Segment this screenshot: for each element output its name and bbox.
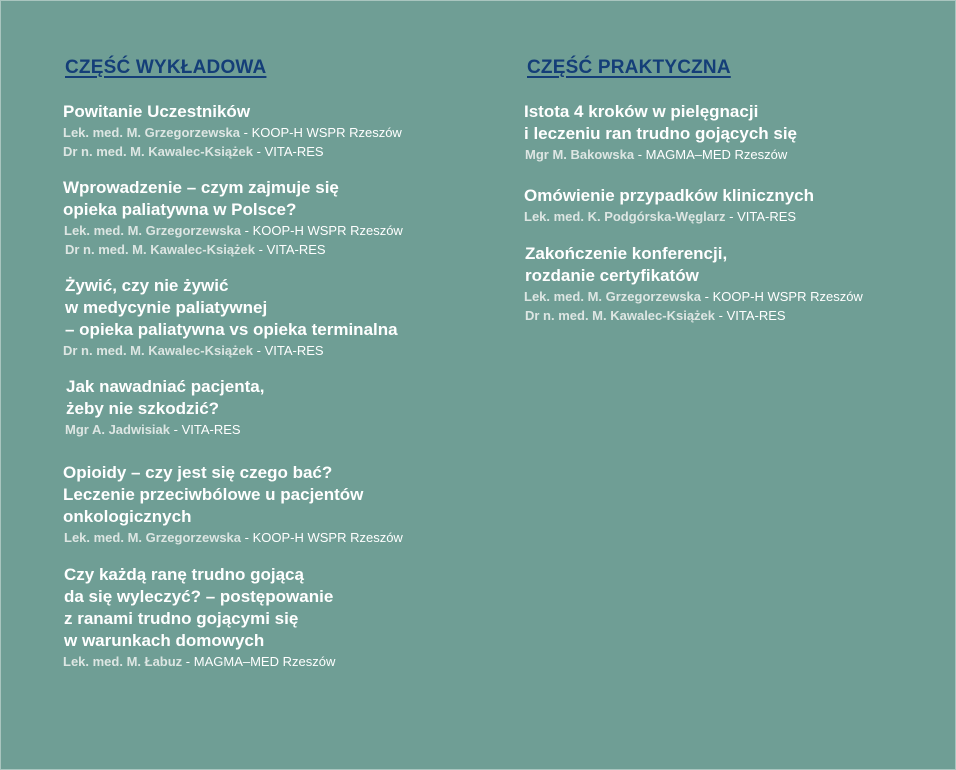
lecture-section-heading: CZĘŚĆ WYKŁADOWA [65,57,267,78]
speaker-line [63,420,264,439]
agenda-item-title: Wprowadzenie – czym zajmuje się opieka paliatywna w Polsce? [63,178,339,219]
speaker-institution: VITA-RES [181,422,241,437]
agenda-item-title: Opioidy – czy jest się czego bać? Leczenie przeciwbólowe u pacjentów onkologicznych [63,463,364,526]
speaker-institution: VITA-RES [264,144,324,159]
agenda-item [63,376,264,439]
agenda-item [524,101,797,164]
speaker-line [524,306,863,325]
speaker-institution: KOOP-H WSPR Rzeszów [252,530,403,545]
agenda-item-title: Powitanie Uczestników [63,102,251,121]
speaker-line [63,652,335,671]
agenda-item [63,275,398,360]
speaker-separator: - [241,223,253,238]
speaker-separator: - [715,308,727,323]
agenda-item [524,243,863,325]
speaker-name: Lek. med. K. Podgórska-Węglarz [524,209,726,224]
agenda-item [63,101,402,161]
agenda-item-title: Istota 4 kroków w pielęgnacji i leczeniu ran trudno gojących się [524,102,798,143]
speaker-line [63,528,403,547]
speaker-institution: VITA-RES [264,343,324,358]
speaker-separator: - [240,125,252,140]
speaker-separator: - [255,242,267,257]
agenda-item [63,177,403,259]
agenda-item-title: Omówienie przypadków klinicznych [524,186,815,205]
agenda-item-title: Jak nawadniać pacjenta, żeby nie szkodzić? [66,377,265,418]
speaker-line [63,142,402,161]
speaker-institution: KOOP-H WSPR Rzeszów [252,223,403,238]
speaker-name: Lek. med. M. Grzegorzewska [63,125,241,140]
speaker-line [63,221,403,240]
speaker-line [524,287,863,306]
agenda-item [63,462,403,547]
agenda-item [63,564,335,671]
speaker-line [63,341,398,360]
speaker-separator: - [170,422,182,437]
speaker-name: Dr n. med. M. Kawalec-Książek [63,343,254,358]
practical-section-heading: CZĘŚĆ PRAKTYCZNA [527,57,731,78]
agenda-item-title: Żywić, czy nie żywić w medycynie paliatywnej – opieka paliatywna vs opieka terminalna [65,276,398,339]
speaker-separator: - [253,343,265,358]
speaker-institution: MAGMA–MED Rzeszów [193,654,336,669]
agenda-item-title: Czy każdą ranę trudno gojącą da się wyleczyć? – postępowanie z ranami trudno gojącymi się w warunkach domowych [64,565,334,650]
speaker-institution: VITA-RES [726,308,786,323]
speaker-line [63,123,402,142]
speaker-line [63,240,403,259]
agenda-item [524,185,814,226]
speaker-name: Mgr A. Jadwisiak [65,422,170,437]
speaker-line [524,145,797,164]
speaker-separator: - [634,147,646,162]
speaker-separator: - [701,289,713,304]
speaker-name: Lek. med. M. Grzegorzewska [64,223,242,238]
speaker-line [524,207,814,226]
agenda-item-title: Zakończenie konferencji, rozdanie certyfikatów [525,244,728,285]
speaker-institution: VITA-RES [737,209,797,224]
speaker-name: Lek. med. M. Grzegorzewska [524,289,702,304]
speaker-name: Dr n. med. M. Kawalec-Książek [525,308,716,323]
speaker-name: Lek. med. M. Grzegorzewska [64,530,242,545]
speaker-separator: - [182,654,194,669]
speaker-separator: - [241,530,253,545]
speaker-institution: MAGMA–MED Rzeszów [645,147,788,162]
speaker-name: Mgr M. Bakowska [525,147,635,162]
speaker-institution: VITA-RES [266,242,326,257]
speaker-separator: - [253,144,265,159]
speaker-name: Dr n. med. M. Kawalec-Książek [63,144,254,159]
speaker-institution: KOOP-H WSPR Rzeszów [251,125,402,140]
speaker-name: Dr n. med. M. Kawalec-Książek [65,242,256,257]
speaker-name: Lek. med. M. Łabuz [63,654,183,669]
speaker-separator: - [725,209,738,224]
speaker-institution: KOOP-H WSPR Rzeszów [712,289,863,304]
